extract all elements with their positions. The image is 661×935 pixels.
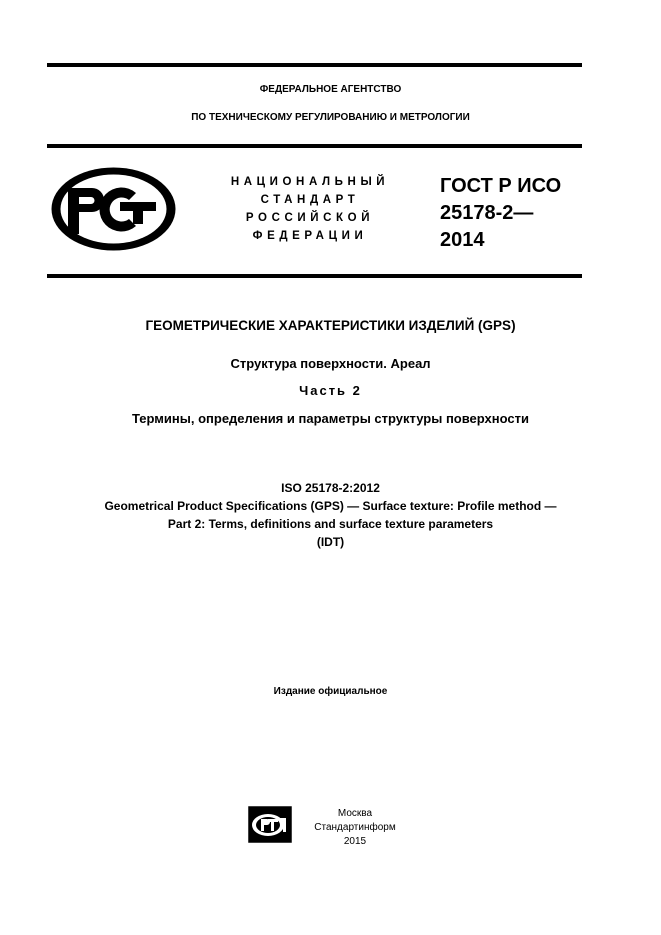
agency-line-2: ПО ТЕХНИЧЕСКОМУ РЕГУЛИРОВАНИЮ И МЕТРОЛОГИИ bbox=[191, 112, 470, 123]
iso-title-line-1: Geometrical Product Specifications (GPS) — Surface texture: Profile method — bbox=[104, 499, 557, 513]
edition-label: Издание официальное bbox=[273, 686, 388, 697]
national-line-1: НАЦИОНАЛЬНЫЙ bbox=[230, 176, 390, 188]
national-line-4: ФЕДЕРАЦИИ bbox=[252, 230, 368, 242]
main-title: ГЕОМЕТРИЧЕСКИЕ ХАРАКТЕРИСТИКИ ИЗДЕЛИЙ (GPS) bbox=[145, 318, 516, 333]
top-rule bbox=[47, 63, 582, 67]
national-line-3: РОССИЙСКОЙ bbox=[245, 212, 375, 224]
description-title: Термины, определения и параметры структуры поверхности bbox=[132, 411, 529, 426]
title-rule bbox=[47, 274, 582, 278]
designation-line-2: 25178-2— bbox=[440, 202, 534, 224]
header-rule bbox=[47, 144, 582, 148]
part-label: Часть 2 bbox=[299, 383, 362, 398]
iso-title-line-2: Part 2: Terms, definitions and surface texture parameters bbox=[167, 517, 494, 531]
national-line-2: СТАНДАРТ bbox=[260, 194, 360, 206]
gost-r-certification-icon bbox=[50, 166, 177, 252]
agency-line-1: ФЕДЕРАЛЬНОЕ АГЕНТСТВО bbox=[259, 84, 402, 95]
designation-line-3: 2014 bbox=[440, 229, 485, 251]
publisher-year: 2015 bbox=[343, 836, 367, 847]
subtitle: Структура поверхности. Ареал bbox=[230, 356, 431, 371]
publisher-city: Москва bbox=[337, 808, 373, 819]
iso-number: ISO 25178-2:2012 bbox=[281, 481, 380, 495]
standartinform-icon bbox=[248, 806, 292, 843]
designation-line-1: ГОСТ Р ИСО bbox=[440, 175, 562, 197]
iso-equivalence: (IDT) bbox=[316, 535, 345, 549]
publisher-name: Стандартинформ bbox=[314, 822, 396, 833]
